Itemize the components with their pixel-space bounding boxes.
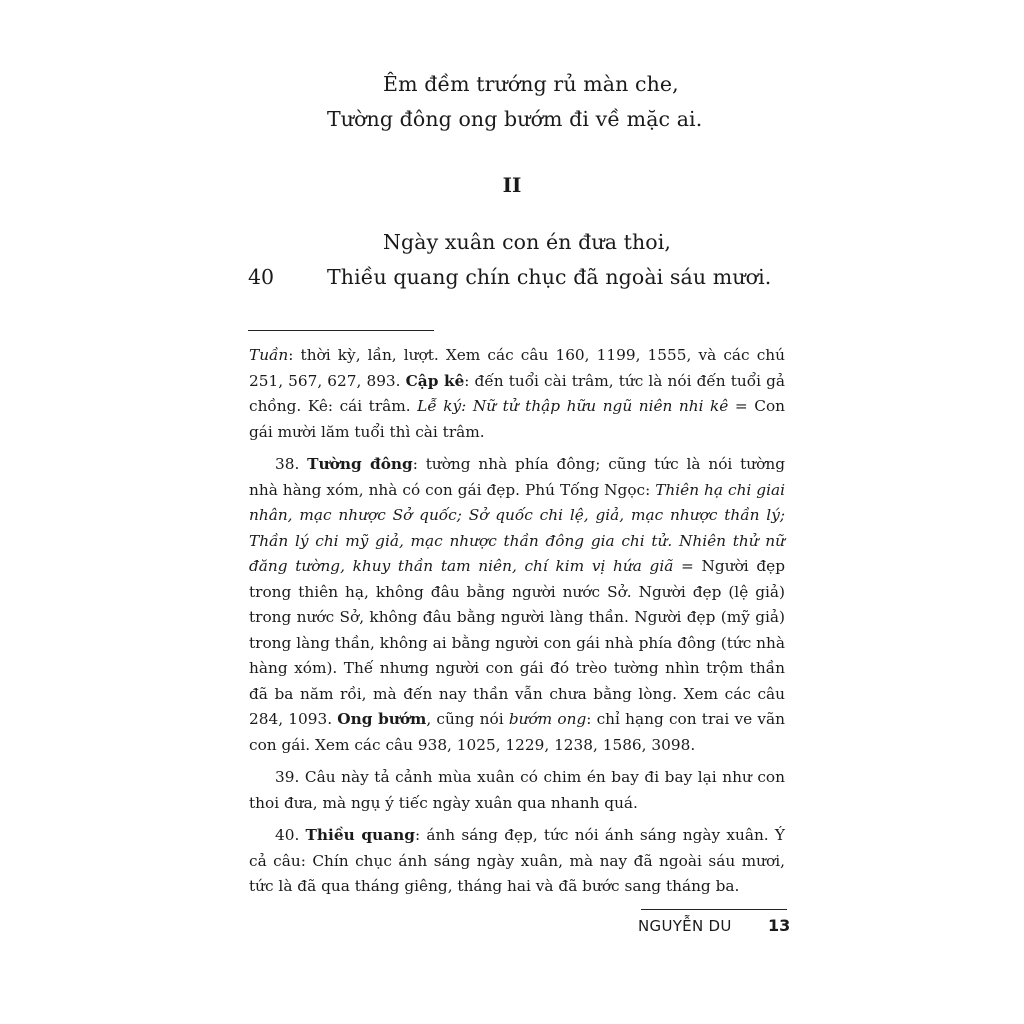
- note-37-quote: Lễ ký: Nữ tử thập hữu ngũ niên nhi kê: [417, 397, 729, 415]
- page-number: 13: [768, 916, 791, 935]
- note-38-text-b: = Người đẹp trong thiên hạ, không đâu bằng người nước Sở. Người đẹp (lệ giả) trong nước Sở, không đâu bằng người làng thần. Người đẹp (mỹ giả) trong làng thần, không ai bằng người con gái nhà phía đông (tức nhà hàng xóm). Thế nhưng người con gái đó trèo tường nhìn trộm thần đã ba năm rồi, mà đến nay thần vẫn chưa bằng lòng. Xem các câu 284, 1093.: [249, 557, 785, 728]
- note-38-text-c: , cũng nói: [426, 710, 509, 728]
- running-footer-author: NGUYỄN DU: [638, 917, 732, 935]
- note-40-number: 40.: [275, 826, 306, 844]
- note-38-term-3: bướm ong: [508, 710, 587, 728]
- note-38-term: Tường đông: [307, 455, 413, 473]
- note-39: 39. Câu này tả cảnh mùa xuân có chim én bay đi bay lại như con thoi đưa, mà ngụ ý tiếc ngày xuân qua nhanh quá.: [249, 768, 785, 812]
- note-38: [249, 452, 785, 758]
- note-37-text-c: = Con gái mười lăm tuổi thì cài trâm.: [249, 397, 786, 441]
- note-37-term: Tuần: [249, 346, 289, 364]
- note-38-number: 38.: [275, 455, 308, 473]
- note-38-text-d: : chỉ hạng con trai ve vãn con gái. Xem các câu 938, 1025, 1229, 1238, 1586, 3098.: [249, 710, 785, 754]
- note-37-text-b: : đến tuổi cài trâm, tức là nói đến tuổi gả chồng. Kê: cái trâm.: [249, 371, 785, 415]
- verse-line-4: Thiều quang chín chục đã ngoài sáu mươi.: [327, 265, 772, 289]
- note-40-text: : ánh sáng đẹp, tức nói ánh sáng ngày xuân. Ý cả câu: Chín chục ánh sáng ngày xuân, mà nay đã ngoài sáu mươi, tức là đã qua tháng giêng, tháng hai và đã bước sang tháng ba.: [249, 826, 785, 895]
- note-40: [249, 823, 785, 900]
- footnotes: [249, 343, 785, 907]
- verse-line-2: Tường đông ong bướm đi về mặc ai.: [327, 107, 703, 131]
- note-37-text-a: : thời kỳ, lần, lượt. Xem các câu 160, 1199, 1555, và các chú 251, 567, 627, 893.: [249, 346, 785, 390]
- verse-line-3: Ngày xuân con én đưa thoi,: [383, 230, 671, 254]
- note-40-term: Thiều quang: [305, 826, 415, 844]
- note-38-term-2: Ong bướm: [337, 710, 427, 728]
- note-37: [249, 343, 785, 445]
- section-heading: II: [502, 173, 522, 197]
- note-38-quote: Thiên hạ chi giai nhân, mạc nhược Sở quốc; Sở quốc chi lệ, giả, mạc nhược thần lý; Thần lý chi mỹ giả, mạc nhược thần đông gia chi tử. Nhiên thử nữ đăng tường, khuy thần tam niên, chí kim vị hứa giã: [249, 480, 785, 575]
- footer-rule: [641, 909, 787, 910]
- note-37-term-2: Cập kê: [405, 371, 465, 390]
- verse-line-1: Êm đềm trướng rủ màn che,: [383, 72, 679, 96]
- footnote-separator: [248, 330, 434, 331]
- note-38-text-a: : tường nhà phía đông; cũng tức là nói tường nhà hàng xóm, nhà có con gái đẹp. Phú Tống Ngọc:: [249, 455, 785, 499]
- line-number: 40: [248, 265, 275, 289]
